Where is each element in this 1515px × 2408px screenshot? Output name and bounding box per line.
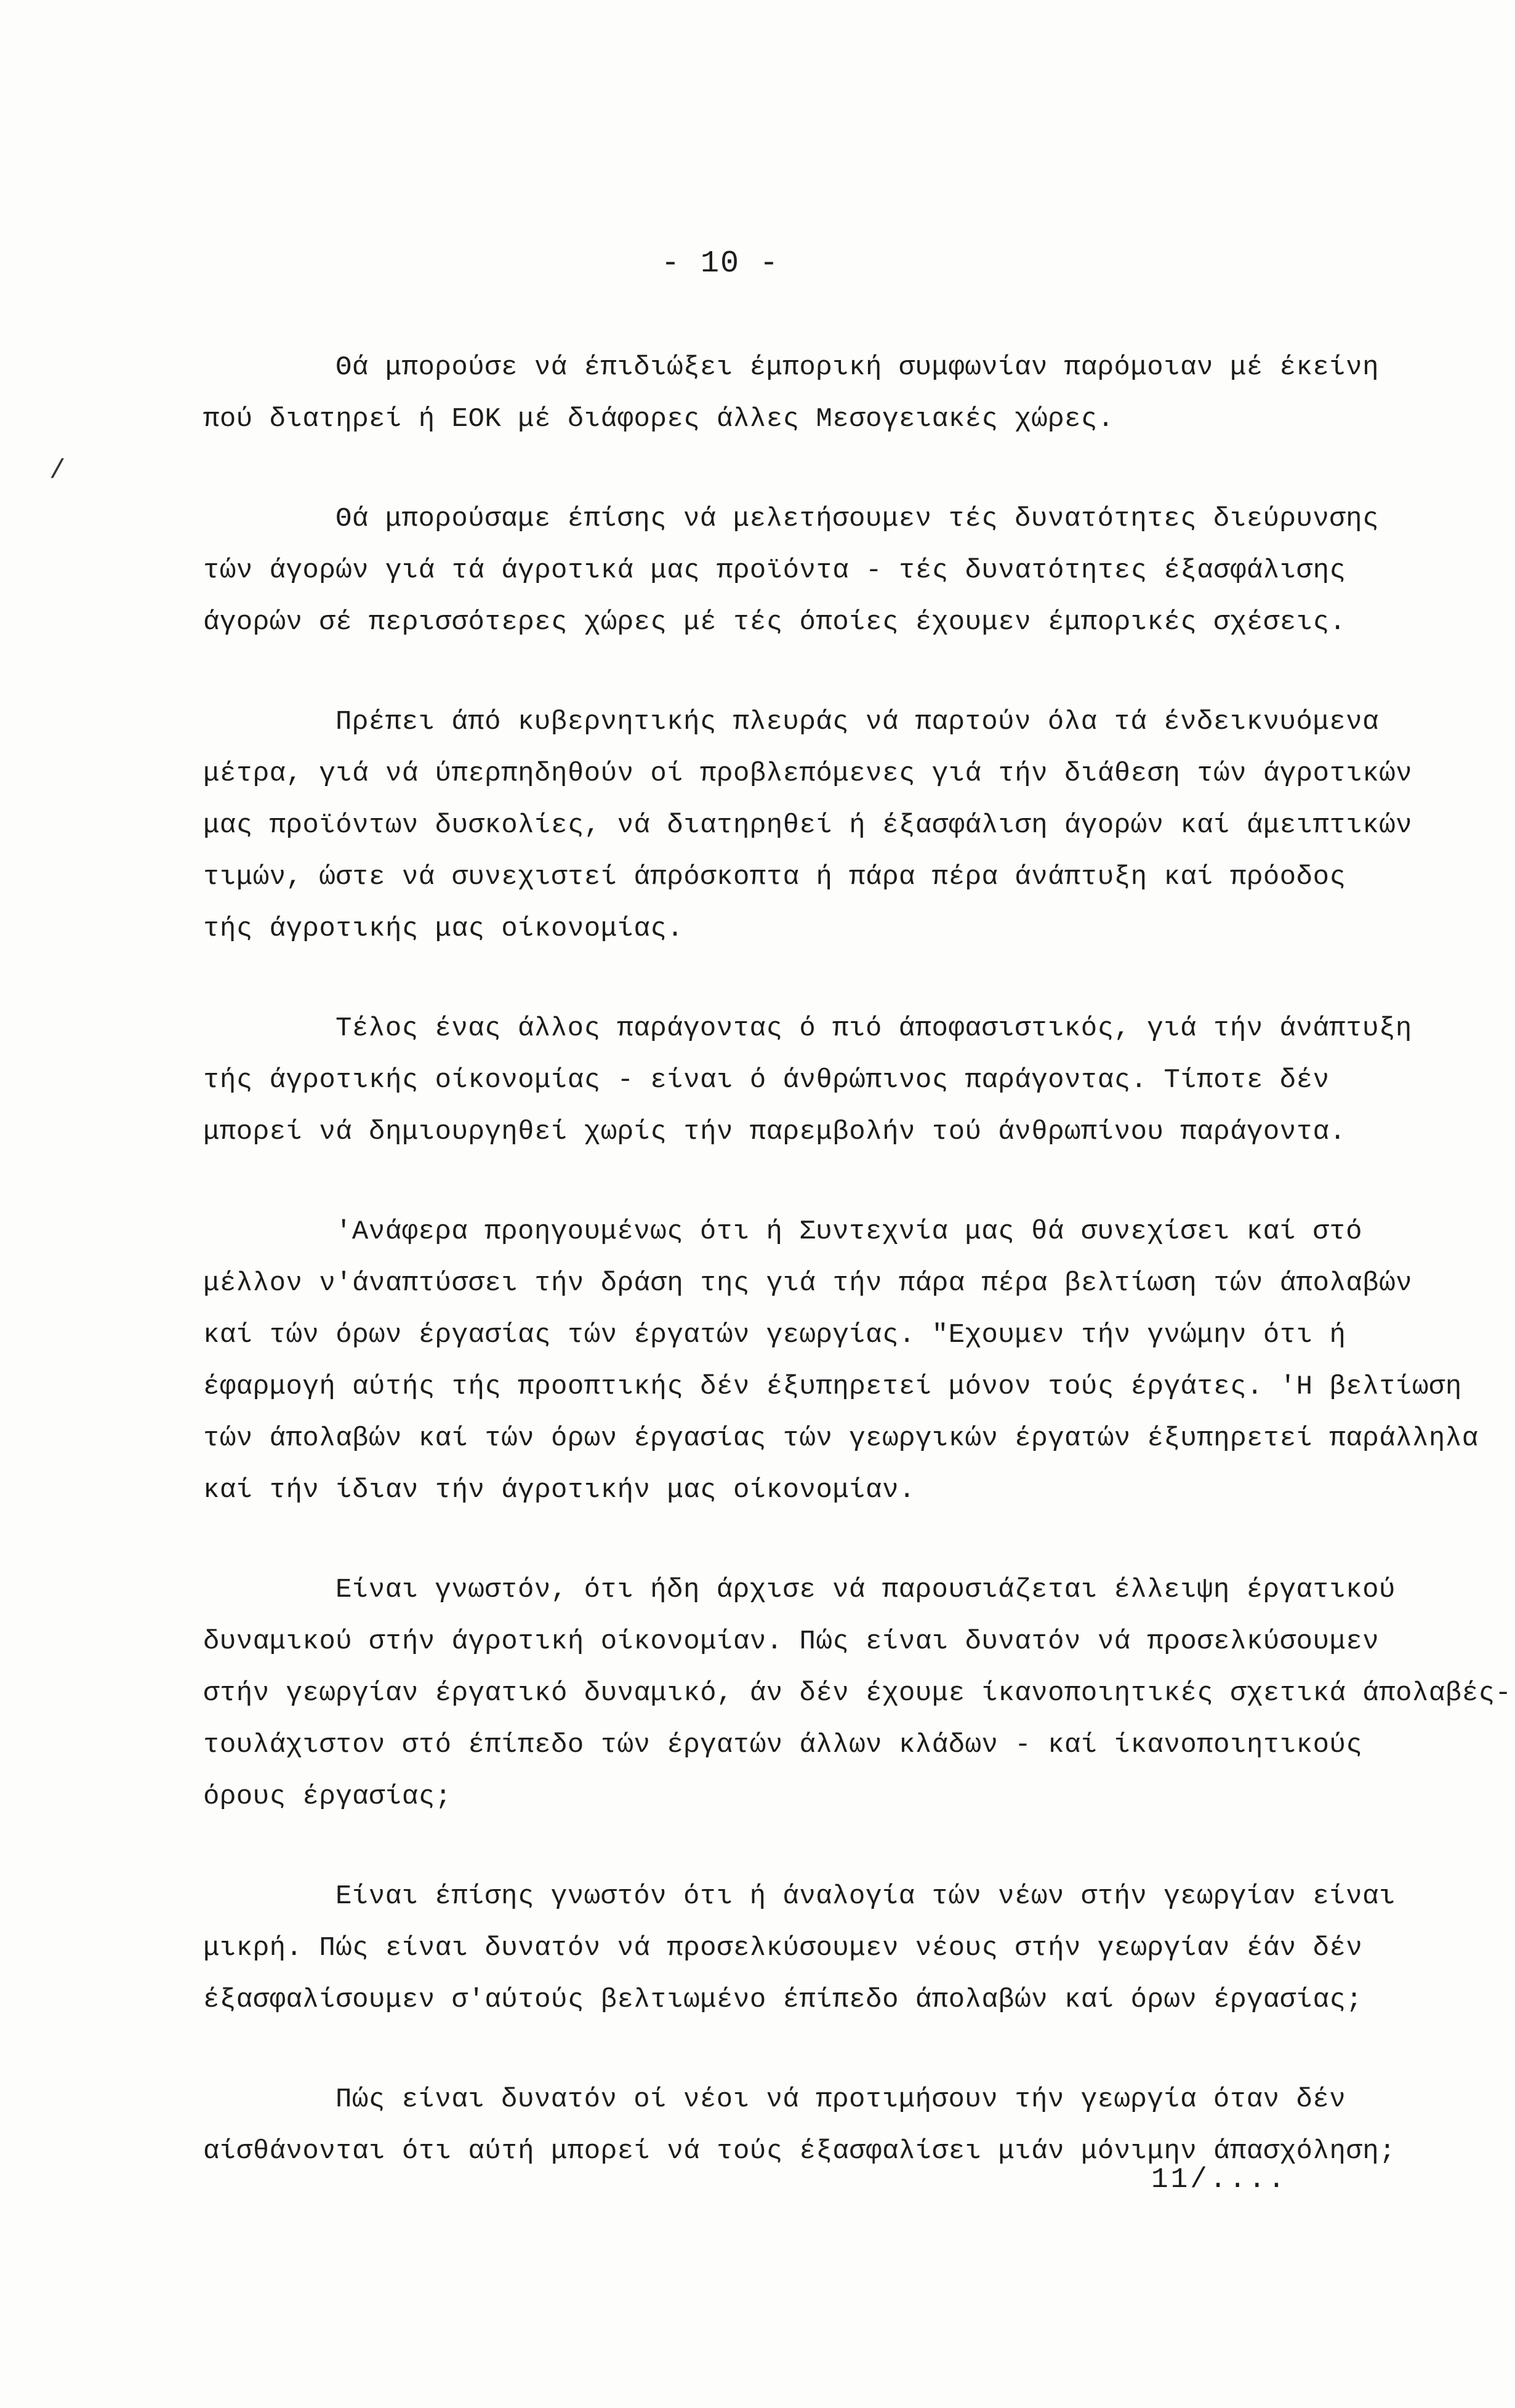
continuation-page-ref: 11/....	[1151, 2164, 1288, 2196]
paragraph-1	[203, 342, 1404, 445]
text-line: Τέλος ένας άλλος παράγοντας ό πιό άποφασιστικός, γιά τήν άνάπτυξη	[336, 1013, 1412, 1044]
text-line: Θά μπορούσαμε έπίσης νά μελετήσουμεν τές δυνατότητες διεύρυνσης	[336, 504, 1379, 534]
text-line: Πρέπει άπό κυβερνητικής πλευράς νά παρτούν όλα τά ένδεικνυόμενα	[336, 707, 1379, 737]
text-line: πού διατηρεί ή ΕΟΚ μέ διάφορες άλλες Μεσογειακές χώρες.	[203, 404, 1114, 435]
text-line: τών άγορών γιά τά άγροτικά μας προϊόντα - τές δυνατότητες έξασφάλισης	[203, 555, 1346, 586]
text-line: μέλλον ν'άναπτύσσει τήν δράση της γιά τήν πάρα πέρα βελτίωση τών άπολαβών	[203, 1268, 1413, 1299]
text-line: μπορεί νά δημιουργηθεί χωρίς τήν παρεμβολήν τού άνθρωπίνου παράγοντα.	[203, 1117, 1346, 1147]
text-line: τών άπολαβών καί τών όρων έργασίας τών γεωργικών έργατών έξυπηρετεί παράλληλα	[203, 1423, 1479, 1454]
text-line: τιμών, ώστε νά συνεχιστεί άπρόσκοπτα ή πάρα πέρα άνάπτυξη καί πρόοδος	[203, 862, 1346, 893]
text-line: Θά μπορούσε νά έπιδιώξει έμπορική συμφωνίαν παρόμοιαν μέ έκείνη	[336, 352, 1379, 383]
text-line: Πώς είναι δυνατόν οί νέοι νά προτιμήσουν τήν γεωργία όταν δέν	[336, 2084, 1346, 2115]
text-line: στήν γεωργίαν έργατικό δυναμικό, άν δέν έχουμε ίκανοποιητικές σχετικά άπολαβές-	[203, 1678, 1512, 1709]
text-line: τής άγροτικής οίκονομίας - είναι ό άνθρώπινος παράγοντας. Τίποτε δέν	[203, 1065, 1330, 1096]
text-line: έφαρμογή αύτής τής προοπτικής δέν έξυπηρετεί μόνον τούς έργάτες. 'Η βελτίωση	[203, 1371, 1462, 1402]
paragraph-6	[203, 1564, 1512, 1823]
document-body	[203, 342, 1512, 2225]
text-line: μας προϊόντων δυσκολίες, νά διατηρηθεί ή έξασφάλιση άγορών καί άμειπτικών	[203, 810, 1413, 841]
text-line: τής άγροτικής μας οίκονομίας.	[203, 913, 684, 944]
text-line: αίσθάνονται ότι αύτή μπορεί νά τούς έξασφαλίσει μιάν μόνιμην άπασχόληση;	[203, 2136, 1396, 2167]
margin-slash-mark: /	[49, 456, 66, 486]
text-line: τουλάχιστον στό έπίπεδο τών έργατών άλλων κλάδων - καί ίκανοποιητικούς	[203, 1730, 1363, 1760]
page-number: - 10 -	[661, 246, 780, 281]
text-line: 'Ανάφερα προηγουμένως ότι ή Συντεχνία μας θά συνεχίσει καί στό	[336, 1216, 1363, 1247]
paragraph-5	[203, 1206, 1479, 1516]
text-line: δυναμικού στήν άγροτική οίκονομίαν. Πώς είναι δυνατόν νά προσελκύσουμεν	[203, 1626, 1380, 1657]
text-line: όρους έργασίας;	[203, 1781, 452, 1812]
paragraph-7	[203, 1871, 1404, 2026]
text-line: άγορών σέ περισσότερες χώρες μέ τές όποίες έχουμεν έμπορικές σχέσεις.	[203, 607, 1346, 638]
text-line: Είναι γνωστόν, ότι ήδη άρχισε νά παρουσιάζεται έλλειψη έργατικού	[336, 1575, 1396, 1605]
paragraph-8	[203, 2074, 1404, 2177]
paragraph-3	[203, 696, 1413, 955]
text-line: καί τών όρων έργασίας τών έργατών γεωργίας. "Εχουμεν τήν γνώμην ότι ή	[203, 1320, 1346, 1350]
text-line: Είναι έπίσης γνωστόν ότι ή άναλογία τών νέων στήν γεωργίαν είναι	[336, 1881, 1396, 1912]
text-line: καί τήν ίδιαν τήν άγροτικήν μας οίκονομίαν.	[203, 1475, 915, 1506]
text-line: μικρή. Πώς είναι δυνατόν νά προσελκύσουμεν νέους στήν γεωργίαν έάν δέν	[203, 1933, 1363, 1964]
paragraph-2	[203, 493, 1404, 648]
text-line: μέτρα, γιά νά ύπερπηδηθούν οί προβλεπόμενες γιά τήν διάθεση τών άγροτικών	[203, 758, 1413, 789]
text-line: έξασφαλίσουμεν σ'αύτούς βελτιωμένο έπίπεδο άπολαβών καί όρων έργασίας;	[203, 1985, 1363, 2015]
paragraph-4	[203, 1003, 1412, 1158]
